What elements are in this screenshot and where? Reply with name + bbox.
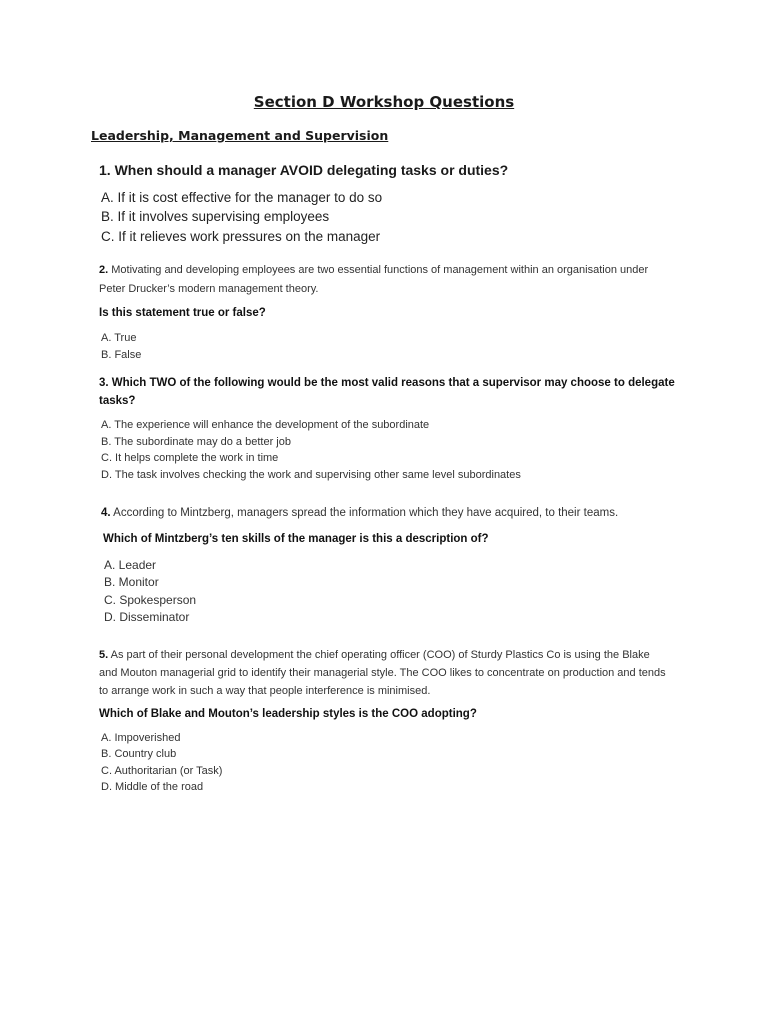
question-2-option-a: A. True bbox=[101, 332, 137, 344]
question-4-number: 4. bbox=[101, 507, 111, 519]
question-3-option-d: D. The task involves checking the work and supervising other same level subordinates bbox=[101, 469, 521, 481]
question-2-text: Motivating and developing employees are two essential functions of management within an organisation under Peter Drucker’s modern management theory. bbox=[99, 264, 649, 295]
question-5-option-c: C. Authoritarian (or Task) bbox=[101, 765, 223, 777]
question-1-option-b: B. If it involves supervising employees bbox=[101, 209, 330, 224]
question-3-stem-line-1: 3. Which TWO of the following would be the most valid reasons that a supervisor may choose to delegate bbox=[99, 377, 675, 389]
question-5-prompt: Which of Blake and Mouton’s leadership styles is the COO adopting? bbox=[99, 708, 477, 720]
question-2-number: 2. bbox=[99, 264, 109, 276]
question-3-option-a: A. The experience will enhance the development of the subordinate bbox=[101, 419, 430, 431]
question-4-option-b: B. Monitor bbox=[104, 575, 159, 589]
question-2-stem bbox=[99, 261, 659, 299]
question-5-text: As part of their personal development the chief operating officer (COO) of Sturdy Plastics Co is using the Blake and Mouton managerial grid to identify their managerial style. The COO likes to concentrate on production and tends to arrange work in such a way that people interference is minimised. bbox=[99, 649, 666, 697]
question-4-text: According to Mintzberg, managers spread the information which they have acquired, to their teams. bbox=[113, 507, 619, 519]
question-1-stem: 1. When should a manager AVOID delegating tasks or duties? bbox=[99, 162, 509, 178]
question-4-prompt: Which of Mintzberg’s ten skills of the manager is this a description of? bbox=[103, 533, 489, 545]
question-5-option-a: A. Impoverished bbox=[101, 732, 181, 744]
page-title: Section D Workshop Questions bbox=[253, 93, 515, 111]
question-1-option-a: A. If it is cost effective for the manager to do so bbox=[101, 190, 383, 205]
question-4-option-c: C. Spokesperson bbox=[104, 593, 197, 607]
question-5-stem bbox=[99, 646, 669, 700]
question-3-option-c: C. It helps complete the work in time bbox=[101, 452, 279, 464]
question-5-number: 5. bbox=[99, 649, 109, 661]
question-2-prompt: Is this statement true or false? bbox=[99, 307, 266, 319]
question-4-stem bbox=[101, 507, 618, 519]
section-subtitle: Leadership, Management and Supervision bbox=[91, 128, 389, 143]
question-5-option-d: D. Middle of the road bbox=[101, 781, 204, 793]
question-4-option-d: D. Disseminator bbox=[104, 610, 190, 624]
question-3-stem-line-2: tasks? bbox=[99, 395, 136, 407]
question-1-option-c: C. If it relieves work pressures on the manager bbox=[101, 229, 381, 244]
question-5-option-b: B. Country club bbox=[101, 748, 177, 760]
question-4-option-a: A. Leader bbox=[104, 558, 157, 572]
question-2-option-b: B. False bbox=[101, 349, 142, 361]
question-3-option-b: B. The subordinate may do a better job bbox=[101, 436, 291, 448]
